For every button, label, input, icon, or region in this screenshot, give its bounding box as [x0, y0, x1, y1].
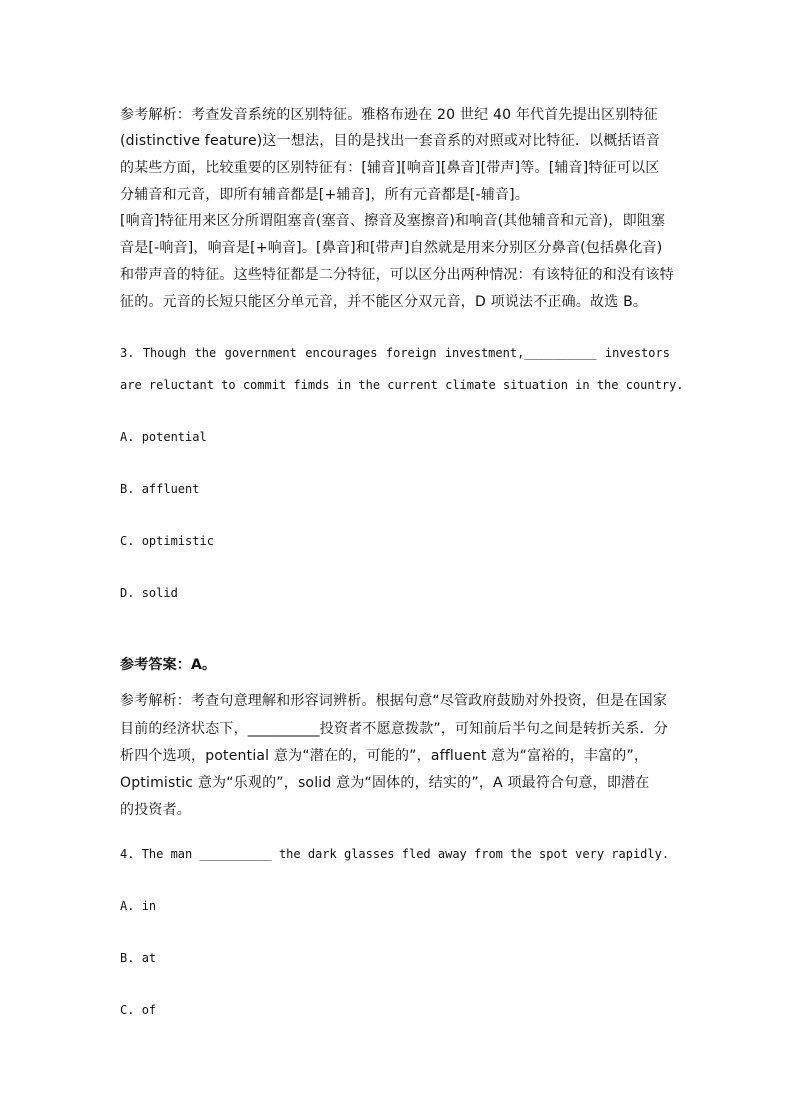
analysis-q3-line-2: 目前的经济状态下，__________投资者不愿意拨款”，可知前后半句之间是转折关系．分	[120, 721, 669, 737]
option-text: solid	[141, 586, 178, 600]
option-text: in	[141, 899, 157, 913]
analysis-q2-line-1: 参考解析：考查发音系统的区别特征。雅格布逊在 20 世纪 40 年代首先提出区别特征	[120, 107, 658, 123]
analysis-q2-line-2: (distinctive feature)这一想法，目的是找出一套音系的对照或对比特征．以概括语音	[120, 133, 661, 149]
question-3-answer	[120, 656, 216, 674]
option-letter: D.	[120, 586, 135, 600]
option-letter: B.	[120, 951, 135, 965]
q3-word: government	[224, 346, 297, 360]
question-3-option-d	[120, 584, 178, 602]
option-text: affluent	[141, 482, 200, 496]
analysis-q3-line-3: 析四个选项，potential 意为“潜在的，可能的”，affluent 意为“富裕的，丰富的”，	[120, 748, 649, 764]
q3-word: the	[194, 346, 217, 360]
option-letter: C.	[120, 1003, 135, 1017]
option-text: at	[141, 951, 157, 965]
analysis-q2-line-6: 音是[-响音]，响音是[+响音]。[鼻音]和[带声]自然就是用来分别区分鼻音(包括鼻化音)	[120, 240, 663, 256]
question-4-stem: 4. The man __________ the dark glasses fled away from the spot very rapidly.	[120, 847, 670, 861]
question-4-option-b	[120, 949, 156, 967]
q3-word: Though	[142, 346, 187, 360]
analysis-q3-line-1: 参考解析：考查句意理解和形容词辨析。根据句意“尽管政府鼓励对外投资，但是在国家	[120, 693, 668, 709]
question-4-option-c	[120, 1001, 156, 1019]
question-3-option-b	[120, 480, 199, 498]
q3-word: 3.	[120, 346, 135, 360]
option-letter: A.	[120, 430, 135, 444]
analysis-q3-line-4: Optimistic 意为“乐观的”，solid 意为“固体的，结实的”，A 项最符合句意，即潜在	[120, 775, 650, 791]
analysis-q2-line-4: 分辅音和元音，即所有辅音都是[+辅音]，所有元音都是[-辅音]。	[120, 187, 530, 203]
q3-word: foreign	[385, 346, 437, 360]
question-3-option-c	[120, 532, 214, 550]
analysis-q2-line-5: [响音]特征用来区分所谓阻塞音(塞音、擦音及塞擦音)和响音(其他辅音和元音)，即阻塞	[120, 213, 666, 229]
option-letter: B.	[120, 482, 135, 496]
analysis-q3-line-5: 的投资者。	[120, 802, 191, 818]
option-text: of	[141, 1003, 157, 1017]
analysis-q2-line-3: 的某些方面，比较重要的区别特征有：[辅音][响音][鼻音][带声]等。[辅音]特征可以区	[120, 160, 660, 176]
question-3-option-a	[120, 428, 207, 446]
option-text: optimistic	[141, 534, 214, 548]
analysis-q2-line-7: 和带声音的特征。这些特征都是二分特征，可以区分出两种情况：有该特征的和没有该特	[120, 267, 674, 283]
q3-word-blank: investment,__________	[444, 346, 597, 360]
answer-value: A。	[191, 657, 217, 673]
question-3-stem-line-2: are reluctant to commit fimds in the current climate situation in the country.	[120, 378, 684, 392]
question-3-stem-line-1	[120, 344, 670, 362]
q3-word: investors	[604, 346, 670, 360]
q3-word: encourages	[305, 346, 378, 360]
option-letter: A.	[120, 899, 135, 913]
option-text: potential	[141, 430, 207, 444]
question-4-option-a	[120, 897, 156, 915]
answer-label: 参考答案：	[120, 657, 191, 673]
option-letter: C.	[120, 534, 135, 548]
analysis-q2-line-8: 征的。元音的长短只能区分单元音，并不能区分双元音，D 项说法不正确。故选 B。	[120, 294, 648, 310]
